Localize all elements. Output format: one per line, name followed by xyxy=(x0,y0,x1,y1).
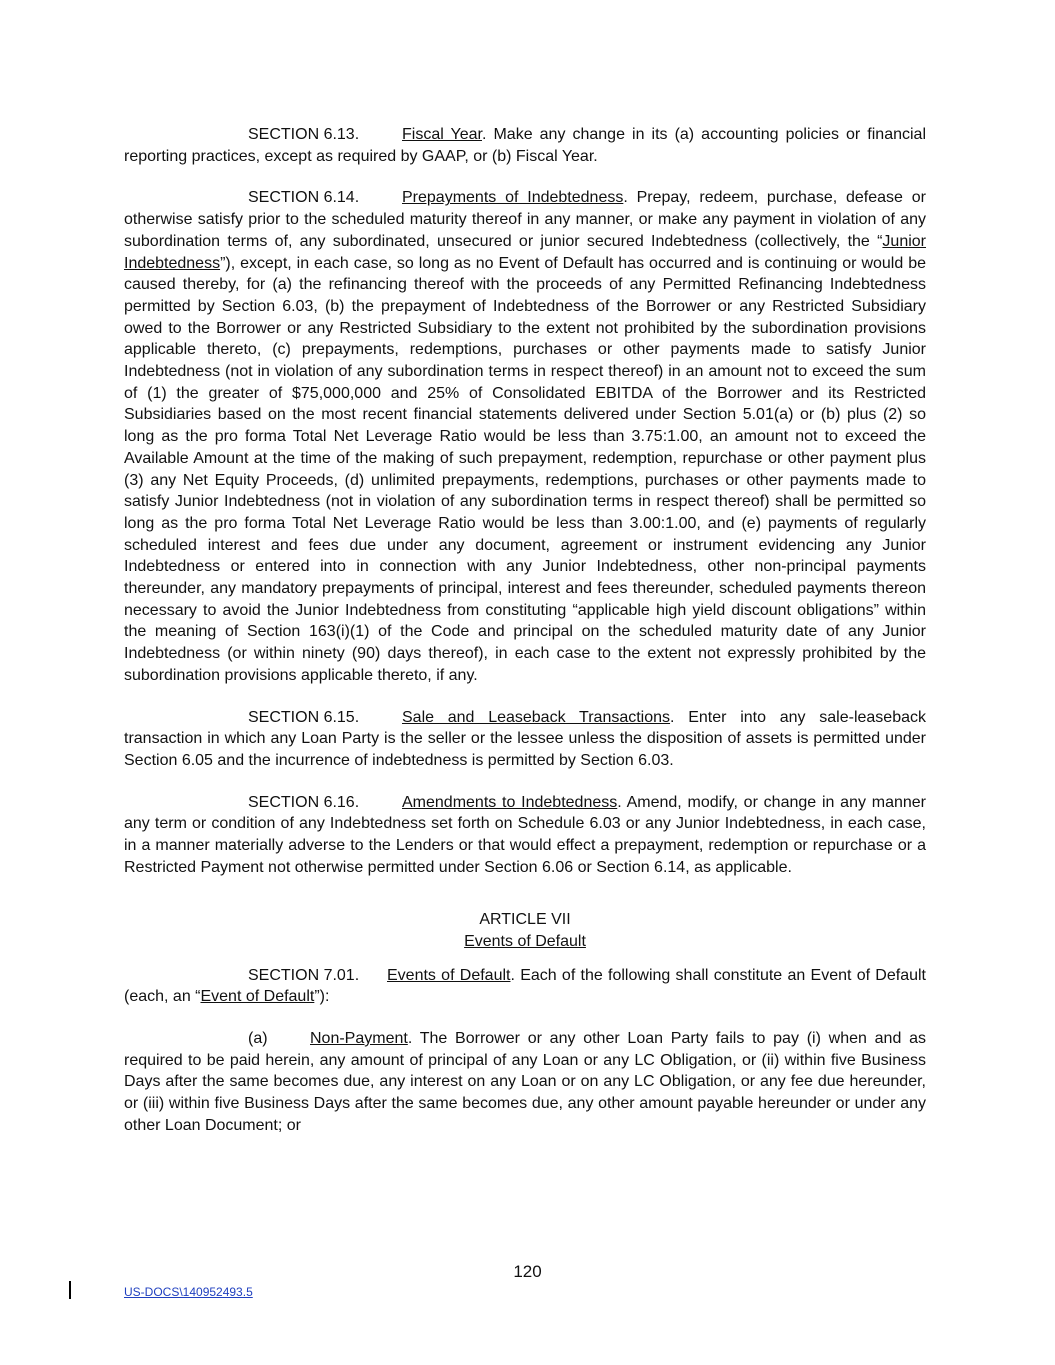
section-title: Events of Default xyxy=(387,966,511,984)
footer-doc-id[interactable]: US-DOCS\140952493.5 xyxy=(124,1285,253,1299)
section-body: . Enter into any sale-leaseback transaction in which any Loan Party is the seller or the lessee unless the disposition of assets is permitted under Section 6.05 and the incurrence of indebtedness is permitted by Section 6.03. xyxy=(124,708,927,769)
defined-term: Event of Default xyxy=(200,988,315,1006)
section-body: . Prepay, redeem, purchase, defease or otherwise satisfy prior to the scheduled maturity thereof in any manner, or make any payment in violation of any subordination terms of, any subordinated, unsecured or junior secured Indebtedness (collectively, the “ xyxy=(124,189,927,250)
section-body: ”): xyxy=(314,988,330,1006)
item-label: (a) xyxy=(248,1029,268,1047)
section-number: SECTION 6.15. xyxy=(248,708,360,726)
section-6-13 xyxy=(124,124,926,167)
section-body: . Make any change in its (a) accounting policies or financial reporting practices, except as required by GAAP, or (b) Fiscal Year. xyxy=(124,126,926,165)
section-number: SECTION 6.16. xyxy=(248,793,360,811)
section-body: . Each of the following shall constitute an Event of Default (each, an “ xyxy=(124,966,926,1006)
item-a-non-payment xyxy=(124,1028,926,1137)
item-title: Non-Payment xyxy=(310,1029,408,1047)
section-body: ”), except, in each case, so long as no Event of Default has occurred and is continuing or would be caused thereby, for (a) the refinancing thereof with the proceeds of any Permitted Refinancing Indebtedness permitted by Section 6.03, (b) the prepayment of Indebtedness of the Borrower or any Restricted Subsidiary owed to the Borrower or any Restricted Subsidiary to the extent not prohibited by the subordination provisions applicable thereto, (c) prepayments, redemptions, purchases or other payments made to satisfy Junior Indebtedness (not in violation of any subordination terms in respect thereof) in an amount not to exceed the sum of (1) the greater of $75,000,000 and 25% of Consolidated EBITDA of the Borrower and its Restricted Subsidiaries based on the most recent financial statements delivered under Section 5.01(a) or (b) plus (2) so long as the pro forma Total Net Leverage Ratio would be less than 3.75:1.00, an amount not to exceed the Available Amount at the time of the making of such prepayment, redemption, repurchase or other payment plus (3) any Net Equity Proceeds, (d) unlimited prepayments, redemptions, purchases or other payments made to satisfy Junior Indebtedness (not in violation of any subordination terms in respect thereof) shall be permitted so long as the pro forma Total Net Leverage Ratio would be less than 3.00:1.00, and (e) payments of regularly scheduled interest and fees due under any document, agreement or instrument evidencing any Junior Indebtedness or entered into in connection with any Junior Indebtedness, other non-principal payments thereunder, any mandatory prepayments of principal, interest and fees thereunder, scheduled payments thereon necessary to avoid the Junior Indebtedness from constituting “applicable high yield discount obligations” within the meaning of Section 163(i)(1) of the Code and principal on the scheduled maturity date of any Junior Indebtedness (or within ninety (90) days thereof), in each case to the extent not expressly prohibited by the subordination provisions applicable thereto, if any. xyxy=(124,254,926,684)
section-number: SECTION 7.01. xyxy=(248,966,360,984)
article-number: ARTICLE VII xyxy=(479,910,571,928)
document-page xyxy=(124,124,926,1156)
section-title: Amendments to Indebtedness xyxy=(402,793,618,811)
section-title: Sale and Leaseback Transactions xyxy=(402,708,671,726)
change-bar xyxy=(69,1281,71,1299)
item-body: . The Borrower or any other Loan Party fails to pay (i) when and as required to be paid herein, any amount of principal of any Loan or any LC Obligation, or (ii) within five Business Days after the same becomes due, any interest on any Loan or on any LC Obligation, or any fee due hereunder, or (iii) within five Business Days after the same becomes due, any other amount payable hereunder or under any other Loan Document; or xyxy=(124,1029,926,1134)
section-title: Prepayments of Indebtedness xyxy=(402,189,624,207)
section-6-15 xyxy=(124,707,926,772)
section-body: . Amend, modify, or change in any manner any term or condition of any Indebtedness set forth on Schedule 6.03 or any Junior Indebtedness, in each case, in a manner materially adverse to the Lenders or that would effect a prepayment, redemption or repurchase or a Restricted Payment not otherwise permitted under Section 6.06 or Section 6.14, as applicable. xyxy=(124,793,927,876)
section-7-01 xyxy=(124,965,926,1008)
page-number: 120 xyxy=(513,1262,542,1281)
section-6-16 xyxy=(124,792,926,879)
section-number: SECTION 6.14. xyxy=(248,189,360,207)
article-heading xyxy=(124,909,926,953)
section-title: Fiscal Year xyxy=(402,126,482,143)
article-title: Events of Default xyxy=(464,932,586,950)
section-number: SECTION 6.13. xyxy=(248,126,360,143)
section-6-14 xyxy=(124,187,926,686)
defined-term: Junior Indebtedness xyxy=(124,232,926,272)
